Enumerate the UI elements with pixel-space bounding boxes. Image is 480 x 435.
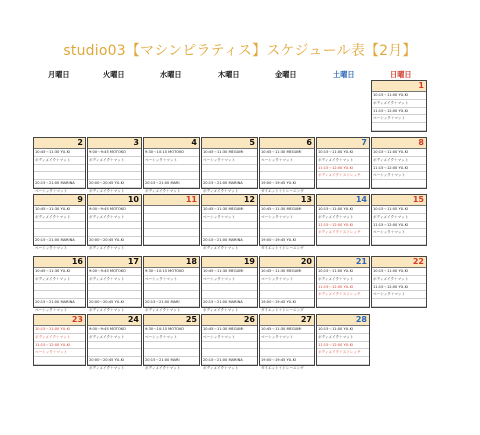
class-slot: ボディメイク＋マット xyxy=(317,334,369,342)
class-slot xyxy=(202,291,257,299)
day-cell[interactable] xyxy=(259,314,315,370)
class-slot: 11:15～12:00 YU-KI xyxy=(372,222,426,230)
class-slot: 10:15～11:00 YU-KI xyxy=(317,268,369,276)
class-slot: ベーシック＋マット xyxy=(202,214,257,222)
class-slot xyxy=(144,284,199,292)
class-slot: 20:15～21:00 MARINA xyxy=(202,357,257,365)
day-number: 4 xyxy=(144,138,199,149)
day-cell[interactable] xyxy=(143,256,200,312)
day-cell[interactable] xyxy=(371,137,427,189)
day-cell[interactable] xyxy=(371,256,427,308)
class-slot xyxy=(34,291,85,299)
day-cell[interactable] xyxy=(259,194,315,250)
class-slot xyxy=(372,237,426,245)
day-number: 10 xyxy=(88,195,141,206)
class-slot xyxy=(144,206,199,214)
day-number: 8 xyxy=(372,138,426,149)
class-slot xyxy=(144,245,199,252)
class-slot: ベーシック＋マット xyxy=(372,172,426,180)
class-slot: 11:15～12:00 YU-KI xyxy=(317,222,369,230)
class-slot: ベーシック＋マット xyxy=(260,334,314,342)
class-slot: 20:15～21:00 MARINA xyxy=(34,299,85,307)
class-slot: ベーシック＋マット xyxy=(260,214,314,222)
class-slot: ベーシック＋マット xyxy=(144,157,199,165)
class-slot: 10:15～11:00 YU-KI xyxy=(372,206,426,214)
class-slot: ボディメイク＋マット xyxy=(203,245,239,250)
day-number: 3 xyxy=(88,138,141,149)
day-number: 21 xyxy=(317,257,369,268)
class-slot xyxy=(202,342,257,350)
class-slot xyxy=(202,284,257,292)
day-cell[interactable] xyxy=(201,256,258,312)
class-slot xyxy=(34,222,85,230)
day-number: 17 xyxy=(88,257,141,268)
class-slot xyxy=(260,284,314,292)
class-slot: ボディメイク＋マット xyxy=(88,214,141,222)
class-slot: ダイエット＋トレーニング xyxy=(261,365,304,370)
class-slot xyxy=(202,172,257,180)
class-slot: ボディメイク＋マット xyxy=(317,276,369,284)
weekday-label: 火曜日 xyxy=(103,70,125,79)
class-slot xyxy=(144,172,199,180)
day-number: 6 xyxy=(260,138,314,149)
class-slot xyxy=(144,229,199,237)
class-slot: 10:15～11:00 YU-KI xyxy=(372,92,426,100)
class-slot: ベーシック＋マット xyxy=(34,349,85,357)
class-slot: 10:45～11:30 MEGUMI xyxy=(202,206,257,214)
class-slot: ボディメイク＋マット xyxy=(317,157,369,165)
day-cell[interactable] xyxy=(316,256,370,308)
class-slot xyxy=(88,342,141,350)
class-slot xyxy=(88,349,141,357)
class-slot: ボディメイク＋ストレッチ xyxy=(317,229,369,237)
day-cell[interactable] xyxy=(87,194,142,250)
day-cell[interactable] xyxy=(201,194,258,250)
class-slot: 9:00～9:45 MOTOKO xyxy=(88,326,141,334)
day-number: 18 xyxy=(144,257,199,268)
class-slot xyxy=(317,180,369,188)
weekday-label: 月曜日 xyxy=(48,70,70,79)
class-slot xyxy=(317,365,369,372)
class-slot: ボディメイク＋マット xyxy=(372,157,426,165)
day-number: 26 xyxy=(202,315,257,326)
day-cell[interactable] xyxy=(87,314,142,370)
class-slot: 11:15～12:00 YU-KI xyxy=(317,342,369,350)
class-slot xyxy=(88,284,141,292)
class-slot: ベーシック＋マット xyxy=(35,307,68,312)
class-slot: ボディメイク＋マット xyxy=(34,334,85,342)
class-slot: 20:00～20:45 YU-KI xyxy=(88,180,141,188)
class-slot: 20:00～20:45 YU-KI xyxy=(88,299,141,307)
class-slot: ベーシック＋マット xyxy=(144,334,199,342)
class-slot: 9:30～10:15 MOTOKO xyxy=(144,326,199,334)
class-slot: ボディメイク＋マット xyxy=(88,334,141,342)
class-slot: ボディメイク＋マット xyxy=(89,245,125,250)
day-number: 28 xyxy=(317,315,369,326)
weekday-label: 木曜日 xyxy=(218,70,240,79)
weekday-label: 日曜日 xyxy=(390,70,412,79)
class-slot xyxy=(372,180,426,188)
day-cell[interactable] xyxy=(143,314,200,370)
class-slot: ボディメイク＋マット xyxy=(372,276,426,284)
day-number: 23 xyxy=(34,315,85,326)
class-slot: ボディメイク＋マット xyxy=(88,157,141,165)
day-cell[interactable] xyxy=(316,137,370,189)
class-slot xyxy=(34,165,85,173)
day-cell[interactable] xyxy=(316,314,370,366)
day-cell[interactable] xyxy=(33,256,86,312)
class-slot: 20:00～20:45 YU-KI xyxy=(88,357,141,365)
class-slot xyxy=(202,349,257,357)
class-slot: 11:15～12:00 YU-KI xyxy=(372,165,426,173)
class-slot xyxy=(144,165,199,173)
class-slot xyxy=(260,222,314,230)
class-slot: ベーシック＋マット xyxy=(202,334,257,342)
class-slot xyxy=(202,165,257,173)
day-number: 25 xyxy=(144,315,199,326)
class-slot: ベーシック＋マット xyxy=(202,276,257,284)
day-number: 7 xyxy=(317,138,369,149)
class-slot: ボディメイク＋マット xyxy=(89,188,125,193)
class-slot: ボディメイク＋ストレッチ xyxy=(317,349,369,357)
class-slot xyxy=(317,245,369,252)
class-slot: ベーシック＋マット xyxy=(372,115,426,123)
class-slot: 11:15～12:00 YU-KI xyxy=(34,342,85,350)
class-slot xyxy=(144,349,199,357)
weekday-label: 水曜日 xyxy=(160,70,182,79)
class-slot: 10:15～11:00 YU-KI xyxy=(372,268,426,276)
class-slot xyxy=(260,172,314,180)
day-cell[interactable] xyxy=(201,314,258,370)
class-slot: 20:15～21:00 MARINA xyxy=(202,237,257,245)
class-slot: ボディメイク＋マット xyxy=(34,214,85,222)
class-slot: ベーシック＋マット xyxy=(260,157,314,165)
class-slot xyxy=(34,229,85,237)
class-slot xyxy=(202,222,257,230)
class-slot xyxy=(372,307,426,314)
day-number: 2 xyxy=(34,138,85,149)
class-slot: 11:15～12:00 YU-KI xyxy=(317,165,369,173)
class-slot: 10:15～11:00 YU-KI xyxy=(317,149,369,157)
day-cell[interactable] xyxy=(143,194,200,246)
class-slot: 10:45～11:30 MEGUMI xyxy=(260,326,314,334)
class-slot xyxy=(88,165,141,173)
class-slot: ベーシック＋マット xyxy=(35,188,68,193)
class-slot: 10:45～11:30 YU-KI xyxy=(34,149,85,157)
class-slot: 20:15～21:00 MARINA xyxy=(202,299,257,307)
class-slot: 10:15～11:00 YU-KI xyxy=(34,326,85,334)
class-slot xyxy=(88,291,141,299)
class-slot: ボディメイク＋マット xyxy=(145,307,181,312)
class-slot: ボディメイク＋マット xyxy=(89,365,125,370)
day-number: 9 xyxy=(34,195,85,206)
class-slot: ダイエット＋トレーニング xyxy=(261,188,304,193)
class-slot: ボディメイク＋マット xyxy=(88,276,141,284)
class-slot xyxy=(34,365,85,372)
class-slot: ベーシック＋マット xyxy=(372,229,426,237)
page-title: studio03【マシンピラティス】スケジュール表【2月】 xyxy=(63,43,417,59)
day-number: 27 xyxy=(260,315,314,326)
day-number: 1 xyxy=(372,81,426,92)
class-slot xyxy=(144,237,199,245)
day-cell[interactable] xyxy=(259,256,315,312)
class-slot xyxy=(260,349,314,357)
class-slot xyxy=(88,172,141,180)
day-number: 5 xyxy=(202,138,257,149)
class-slot: 19:00～19:45 YU-KI xyxy=(260,180,314,188)
class-slot: 9:00～9:45 MOTOKO xyxy=(88,206,141,214)
class-slot xyxy=(144,342,199,350)
class-slot: 20:15～21:00 MARI xyxy=(144,357,199,365)
class-slot: 11:15～12:00 YU-KI xyxy=(372,108,426,116)
day-number: 13 xyxy=(260,195,314,206)
class-slot: ボディメイク＋マット xyxy=(145,365,181,370)
day-number: 16 xyxy=(34,257,85,268)
day-cell[interactable] xyxy=(87,256,142,312)
class-slot xyxy=(317,357,369,365)
class-slot xyxy=(202,229,257,237)
class-slot: ボディメイク＋マット xyxy=(203,188,239,193)
day-cell[interactable] xyxy=(33,314,86,366)
class-slot: 10:45～11:30 MEGUMI xyxy=(202,326,257,334)
class-slot: 10:15～11:00 YU-KI xyxy=(317,206,369,214)
class-slot xyxy=(144,222,199,230)
class-slot: 20:15～21:00 MARINA xyxy=(34,180,85,188)
day-cell[interactable] xyxy=(33,194,86,250)
class-slot xyxy=(317,299,369,307)
class-slot: 10:15～11:00 YU-KI xyxy=(317,326,369,334)
class-slot: ボディメイク＋マット xyxy=(203,307,239,312)
class-slot xyxy=(260,165,314,173)
class-slot: ボディメイク＋ストレッチ xyxy=(317,291,369,299)
class-slot xyxy=(372,299,426,307)
day-cell[interactable] xyxy=(33,137,86,193)
class-slot: 20:15～21:00 MARINA xyxy=(34,237,85,245)
class-slot: ボディメイク＋マット xyxy=(317,214,369,222)
weekday-label: 土曜日 xyxy=(333,70,355,79)
class-slot: ダイエット＋トレーニング xyxy=(261,245,304,250)
class-slot xyxy=(88,229,141,237)
class-slot: ボディメイク＋マット xyxy=(203,365,239,370)
class-slot: 10:45～11:30 MEGUMI xyxy=(260,206,314,214)
day-cell[interactable] xyxy=(143,137,200,193)
day-cell[interactable] xyxy=(87,137,142,193)
class-slot: 10:45～11:30 MEGUMI xyxy=(202,268,257,276)
class-slot: 19:00～19:45 YU-KI xyxy=(260,357,314,365)
class-slot: 19:00～19:45 YU-KI xyxy=(260,237,314,245)
class-slot xyxy=(260,229,314,237)
class-slot: 9:00～9:45 MOTOKO xyxy=(88,268,141,276)
class-slot xyxy=(317,237,369,245)
class-slot: ボディメイク＋マット xyxy=(34,276,85,284)
class-slot: ボディメイク＋マット xyxy=(34,157,85,165)
class-slot: 10:45～11:30 MEGUMI xyxy=(202,149,257,157)
class-slot: ベーシック＋マット xyxy=(260,276,314,284)
class-slot: 10:45～11:30 YU-KI xyxy=(34,206,85,214)
class-slot: 10:45～11:30 YU-KI xyxy=(34,268,85,276)
class-slot: 10:45～11:30 MEGUMI xyxy=(260,268,314,276)
class-slot: 10:45～11:30 MEGUMI xyxy=(260,149,314,157)
day-number: 11 xyxy=(144,195,199,206)
class-slot xyxy=(260,342,314,350)
class-slot: ベーシック＋マット xyxy=(202,157,257,165)
day-number: 12 xyxy=(202,195,257,206)
class-slot xyxy=(144,291,199,299)
class-slot: 11:15～12:00 YU-KI xyxy=(372,284,426,292)
class-slot: ボディメイク＋マット xyxy=(89,307,125,312)
day-cell[interactable] xyxy=(201,137,258,193)
class-slot: 9:30～10:15 MOTOKO xyxy=(144,149,199,157)
class-slot: ボディメイク＋マット xyxy=(372,100,426,108)
class-slot: ボディメイク＋マット xyxy=(145,188,181,193)
class-slot: 9:00～9:45 MOTOKO xyxy=(88,149,141,157)
class-slot: ベーシック＋マット xyxy=(144,276,199,284)
class-slot xyxy=(34,284,85,292)
class-slot: ボディメイク＋ストレッチ xyxy=(317,172,369,180)
class-slot xyxy=(260,291,314,299)
day-number: 15 xyxy=(372,195,426,206)
day-cell[interactable] xyxy=(316,194,370,246)
day-cell[interactable] xyxy=(259,137,315,193)
class-slot: ベーシック＋マット xyxy=(372,291,426,299)
class-slot: 20:15～21:00 MARI xyxy=(144,180,199,188)
class-slot: 10:15～11:00 YU-KI xyxy=(372,149,426,157)
class-slot xyxy=(88,222,141,230)
day-number: 14 xyxy=(317,195,369,206)
class-slot xyxy=(317,307,369,314)
class-slot: 9:30～10:15 MOTOKO xyxy=(144,268,199,276)
class-slot: 20:15～21:00 MARINA xyxy=(202,180,257,188)
class-slot xyxy=(144,214,199,222)
class-slot xyxy=(372,245,426,252)
class-slot: 20:00～20:45 YU-KI xyxy=(88,237,141,245)
class-slot: 19:00～19:45 YU-KI xyxy=(260,299,314,307)
class-slot: ダイエット＋トレーニング xyxy=(261,307,304,312)
class-slot xyxy=(34,357,85,365)
class-slot: 20:15～21:00 MARI xyxy=(144,299,199,307)
day-number: 22 xyxy=(372,257,426,268)
class-slot: 11:15～12:00 YU-KI xyxy=(317,284,369,292)
day-number: 19 xyxy=(202,257,257,268)
day-cell[interactable] xyxy=(371,80,427,132)
day-cell[interactable] xyxy=(371,194,427,246)
day-number: 24 xyxy=(88,315,141,326)
class-slot xyxy=(372,123,426,131)
day-number: 20 xyxy=(260,257,314,268)
class-slot xyxy=(34,172,85,180)
class-slot: ベーシック＋マット xyxy=(35,245,68,250)
weekday-label: 金曜日 xyxy=(275,70,297,79)
class-slot: ボディメイク＋マット xyxy=(372,214,426,222)
